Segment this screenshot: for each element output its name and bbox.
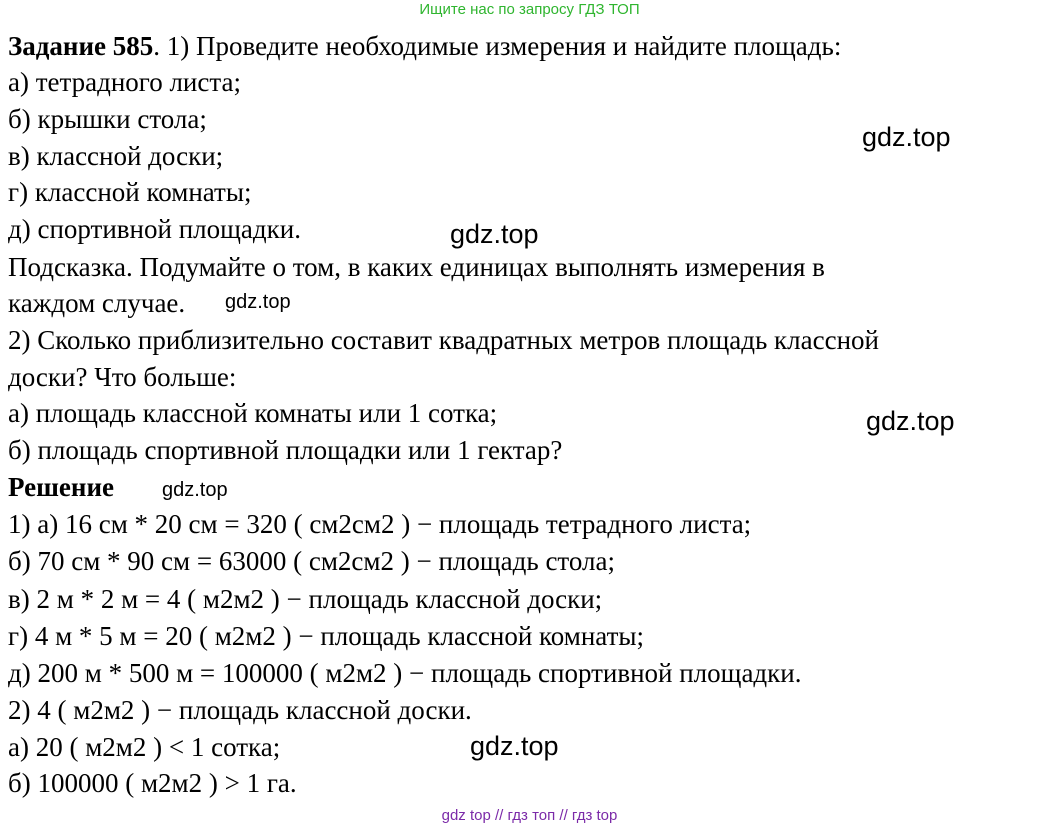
- watermark-text: gdz.top: [450, 219, 539, 249]
- solution-line-6: 2) 4 ( м2м2 ) − площадь классной доски.: [8, 695, 472, 725]
- question-2-line-2: доски? Что больше:: [8, 362, 237, 392]
- watermark-text: gdz.top: [470, 731, 559, 761]
- watermark-text: gdz.top: [162, 479, 228, 501]
- watermark-text: gdz.top: [225, 291, 291, 313]
- solution-heading: Решение: [8, 472, 114, 502]
- top-banner-link[interactable]: Ищите нас по запросу ГДЗ ТОП: [419, 1, 640, 18]
- solution-line-4: г) 4 м * 5 м = 20 ( м2м2 ) − площадь классной комнаты;: [8, 621, 645, 651]
- solution-line-1: 1) а) 16 см * 20 см = 320 ( см2см2 ) − площадь тетрадного листа;: [8, 509, 752, 539]
- task-item-b: б) крышки стола;: [8, 104, 207, 134]
- watermark-text: gdz.top: [866, 406, 955, 436]
- question-2-line-1: 2) Сколько приблизительно составит квадратных метров площадь классной: [8, 325, 879, 355]
- task-title: [8, 30, 841, 62]
- hint-line-1: Подсказка. Подумайте о том, в каких единицах выполнять измерения в: [8, 252, 825, 282]
- task-item-v: в) классной доски;: [8, 141, 224, 171]
- task-number: Задание 585: [8, 31, 154, 61]
- task-statement: . 1) Проведите необходимые измерения и найдите площадь:: [153, 31, 842, 61]
- task-item-a: а) тетрадного листа;: [8, 67, 241, 97]
- solution-line-3: в) 2 м * 2 м = 4 ( м2м2 ) − площадь классной доски;: [8, 584, 603, 614]
- solution-line-5: д) 200 м * 500 м = 100000 ( м2м2 ) − площадь спортивной площадки.: [8, 658, 802, 688]
- watermark-text: gdz.top: [862, 122, 951, 152]
- task-item-d: д) спортивной площадки.: [8, 214, 301, 244]
- solution-line-2: б) 70 см * 90 см = 63000 ( см2см2 ) − площадь стола;: [8, 546, 615, 576]
- hint-line-2: каждом случае.: [8, 288, 186, 318]
- question-2-item-b: б) площадь спортивной площадки или 1 гектар?: [8, 435, 563, 465]
- solution-line-7: а) 20 ( м2м2 ) < 1 сотка;: [8, 732, 281, 762]
- footer-links[interactable]: gdz top // гдз топ // гдз top: [441, 807, 618, 824]
- question-2-item-a: а) площадь классной комнаты или 1 сотка;: [8, 398, 498, 428]
- task-item-g: г) классной комнаты;: [8, 177, 252, 207]
- solution-line-8: б) 100000 ( м2м2 ) > 1 га.: [8, 768, 297, 798]
